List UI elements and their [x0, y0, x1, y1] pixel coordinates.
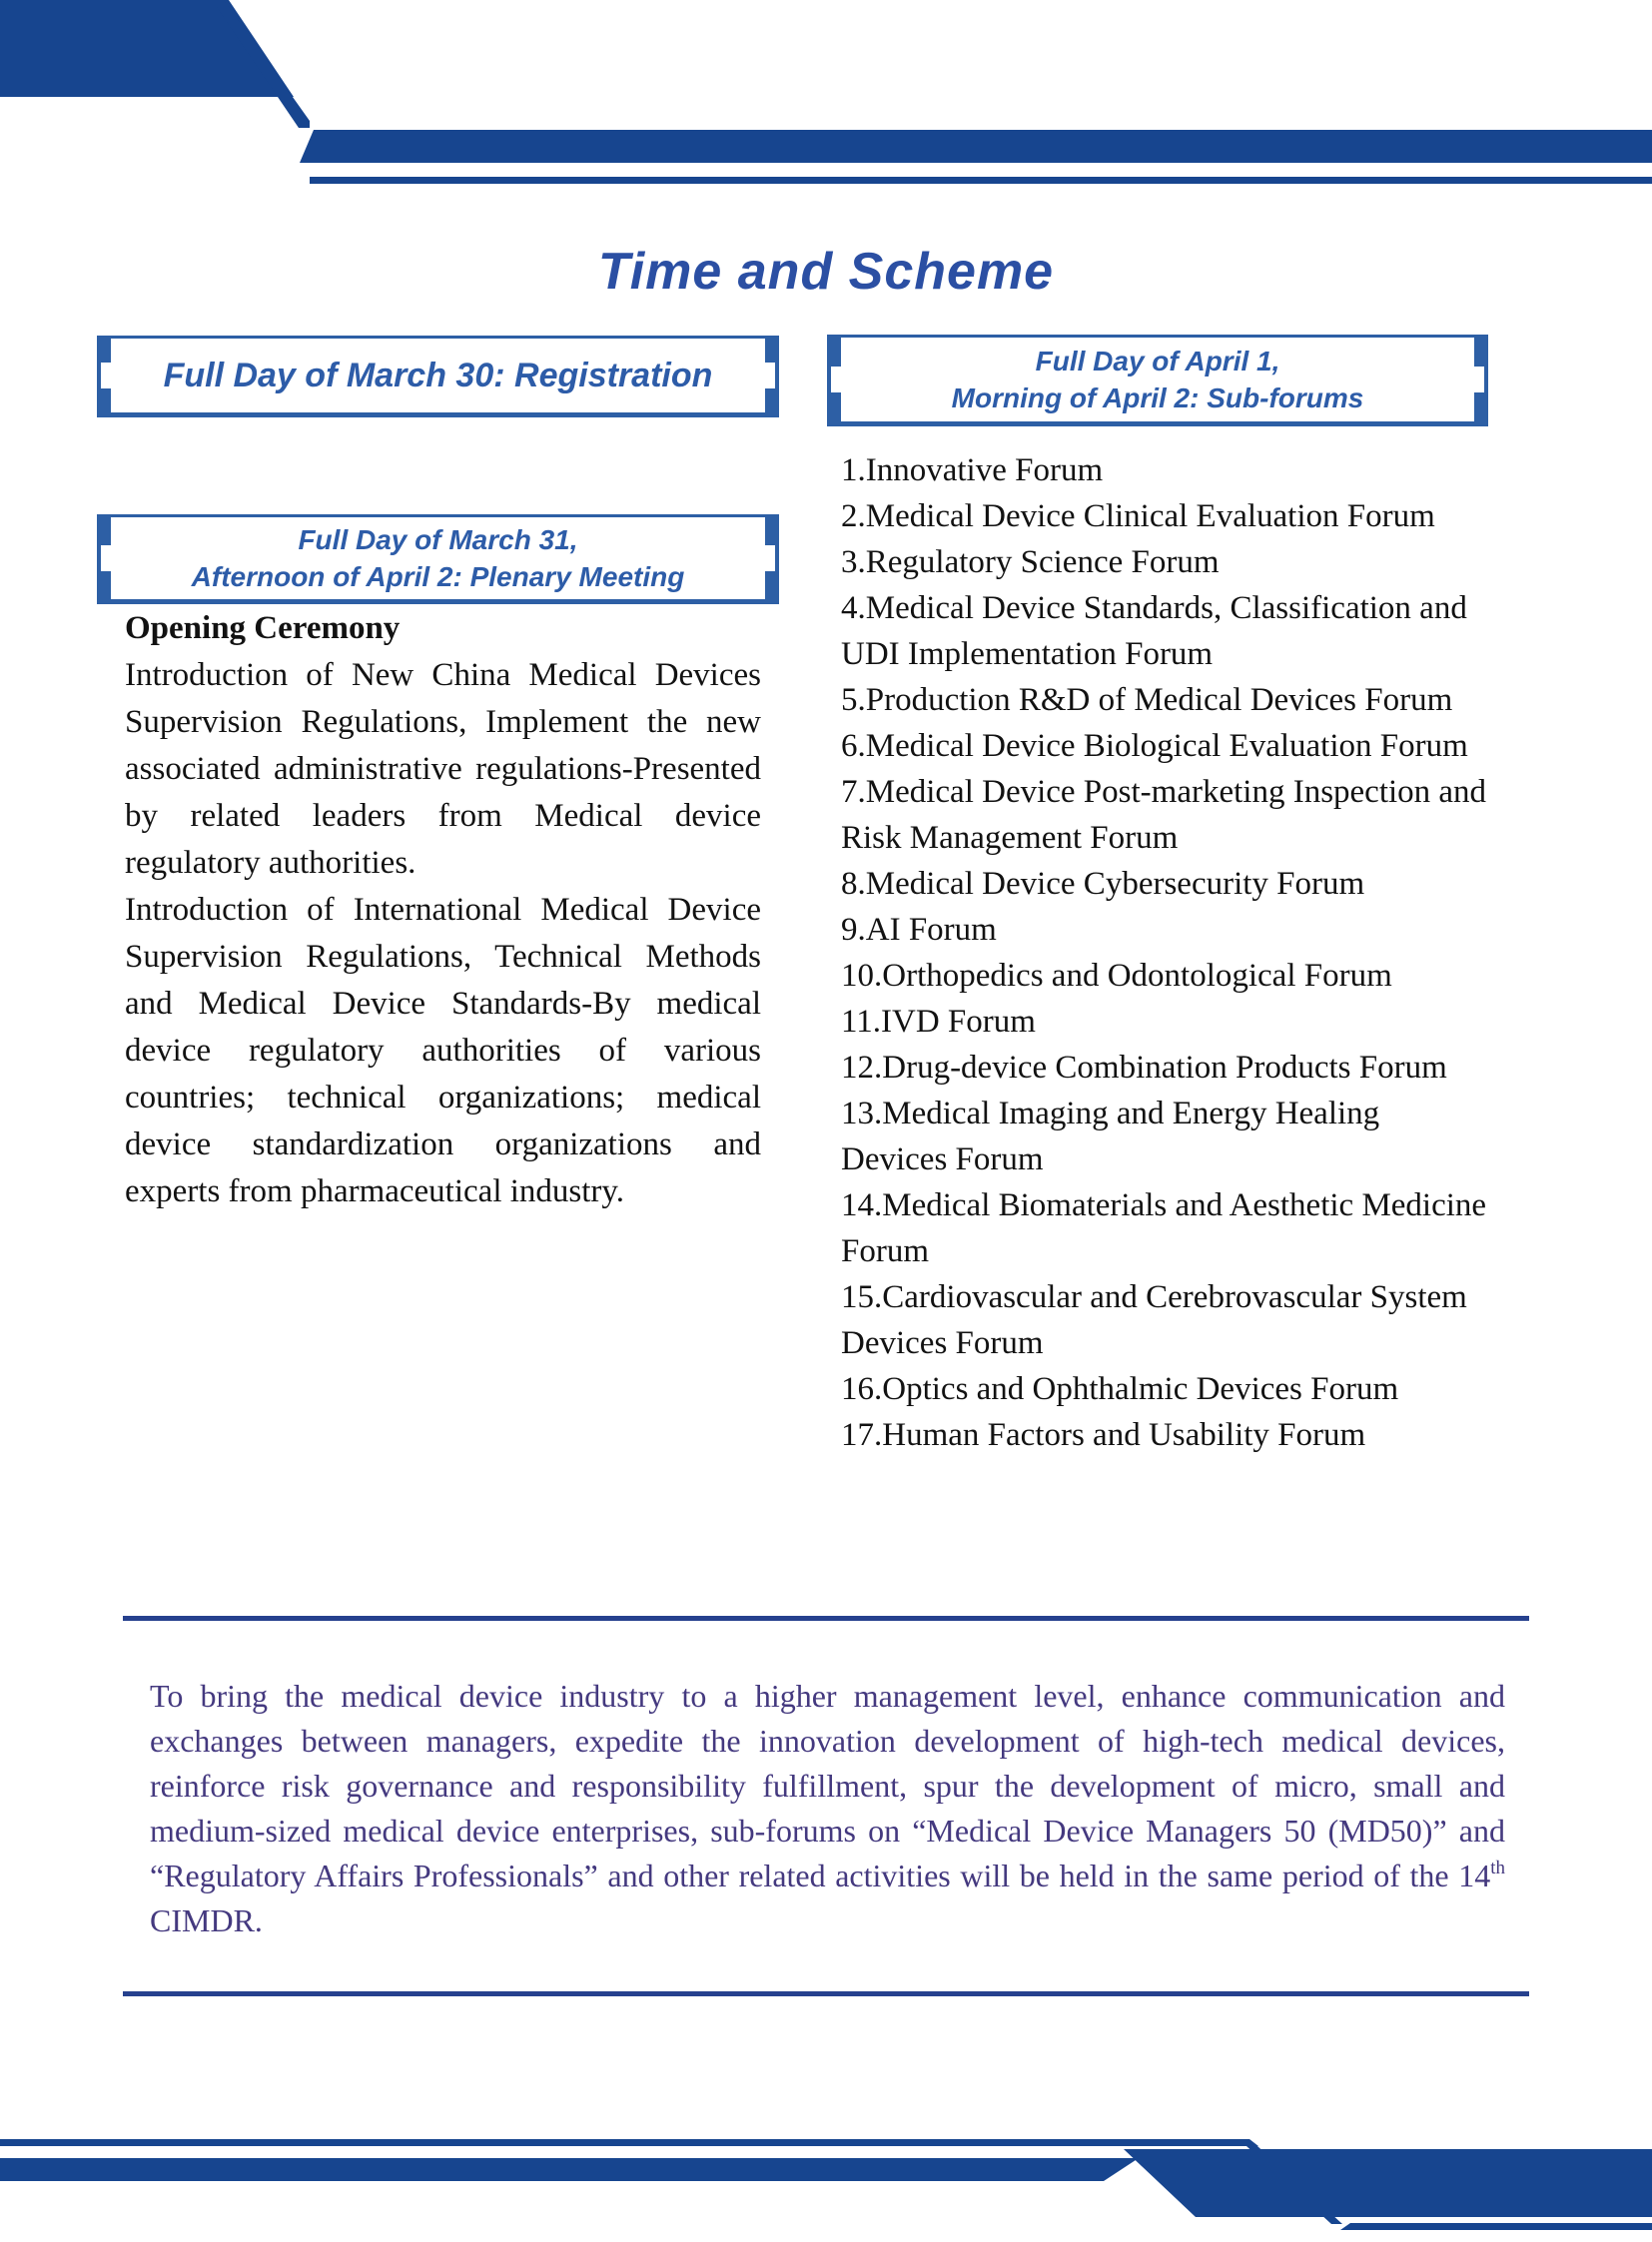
- header-thin-line: [310, 177, 1652, 184]
- subforum-item: 15.Cardiovascular and Cerebrovascular System Devices Forum: [841, 1279, 1467, 1361]
- plenary-box-label-line1: Full Day of March 31,: [298, 524, 578, 555]
- subforum-item: 7.Medical Device Post-marketing Inspection and Risk Management Forum: [841, 774, 1487, 856]
- subforums-box-label-line2: Morning of April 2: Sub-forums: [951, 382, 1364, 413]
- subforum-item: 17.Human Factors and Usability Forum: [841, 1417, 1366, 1453]
- footer-thin-line: [0, 2139, 1258, 2146]
- box-edge-notch: [764, 545, 775, 571]
- plenary-section: [125, 605, 761, 1215]
- box-edge-notch: [101, 545, 112, 571]
- subforum-item: 3.Regulatory Science Forum: [841, 544, 1220, 580]
- subforums-schedule-box: [827, 335, 1488, 426]
- footer-left-bar-shape: [0, 2158, 1139, 2181]
- divider-rule-top: [123, 1616, 1529, 1621]
- plenary-paragraph-2: Introduction of International Medical Device Supervision Regulations, Technical Methods and Medical Device Standards-By medical device regulatory authorities of various countries; technical organizations; medical device standardization organizations and experts from pharmaceutical industry.: [125, 892, 761, 1209]
- opening-ceremony-heading: Opening Ceremony: [125, 610, 401, 646]
- subforum-item: 9.AI Forum: [841, 912, 997, 948]
- subforum-item: 16.Optics and Ophthalmic Devices Forum: [841, 1371, 1399, 1407]
- box-edge-notch: [831, 367, 842, 392]
- registration-box-label: Full Day of March 30: Registration: [163, 357, 713, 394]
- subforum-item: 8.Medical Device Cybersecurity Forum: [841, 866, 1365, 902]
- subforum-item: 10.Orthopedics and Odontological Forum: [841, 958, 1392, 994]
- subforum-item: 14.Medical Biomaterials and Aesthetic Medicine Forum: [841, 1187, 1487, 1269]
- closing-note-tail: CIMDR.: [150, 1902, 263, 1938]
- closing-note-body: To bring the medical device industry to a higher management level, enhance communication and exchanges between managers, expedite the innovation development of high-tech medical devices, reinforce risk governance and responsibility fulfillment, spur the development of micro, small and medium-sized medical device enterprises, sub-forums on “Medical Device Managers 50 (MD50)” and “Regulatory Affairs Professionals” and other related activities will be held in the same period of the 14: [150, 1678, 1505, 1893]
- closing-note: [150, 1674, 1505, 1943]
- subforums-box-label-line1: Full Day of April 1,: [1035, 346, 1280, 376]
- header-right-bar-shape: [300, 130, 1652, 163]
- box-edge-notch: [101, 363, 112, 388]
- plenary-paragraph-1: Introduction of New China Medical Devices Supervision Regulations, Implement the new associated administrative regulations-Presented by related leaders from Medical device regulatory authorities.: [125, 657, 761, 881]
- plenary-box-label-line2: Afternoon of April 2: Plenary Meeting: [191, 561, 685, 592]
- footer-bottom-line: [1340, 2223, 1652, 2230]
- subforum-item: 12.Drug-device Combination Products Forum: [841, 1050, 1447, 1086]
- subforum-item: 4.Medical Device Standards, Classification and UDI Implementation Forum: [841, 590, 1467, 672]
- closing-note-superscript: th: [1490, 1858, 1505, 1878]
- subforum-item: 5.Production R&D of Medical Devices Forum: [841, 682, 1453, 718]
- plenary-schedule-box: [97, 514, 779, 604]
- registration-schedule-box: [97, 336, 779, 417]
- subforum-item: 11.IVD Forum: [841, 1004, 1036, 1040]
- box-edge-notch: [764, 363, 775, 388]
- page-title: Time and Scheme: [597, 243, 1055, 301]
- subforum-item: 2.Medical Device Clinical Evaluation Forum: [841, 498, 1435, 534]
- subforum-list: [841, 447, 1490, 1458]
- divider-rule-bottom: [123, 1991, 1529, 1996]
- box-edge-notch: [1473, 367, 1484, 392]
- footer-parallelogram-shape: [1124, 2149, 1652, 2217]
- subforum-item: 1.Innovative Forum: [841, 452, 1104, 488]
- subforum-item: 13.Medical Imaging and Energy Healing Devices Forum: [841, 1096, 1380, 1177]
- subforum-item: 6.Medical Device Biological Evaluation Forum: [841, 728, 1468, 764]
